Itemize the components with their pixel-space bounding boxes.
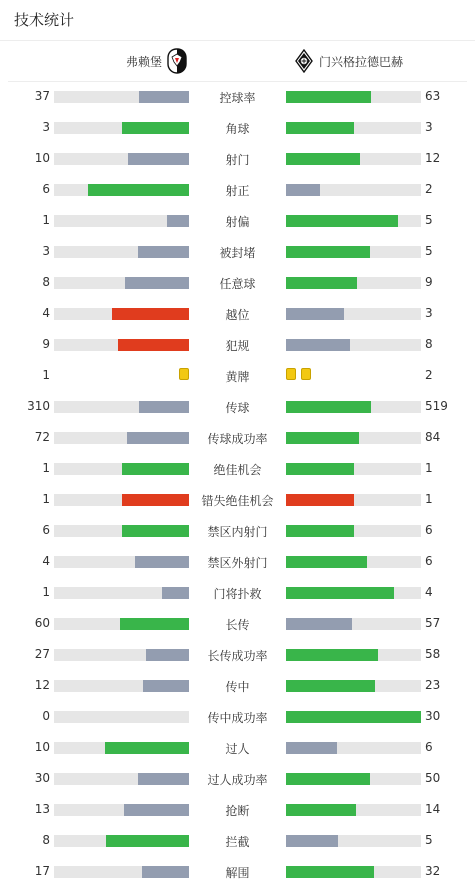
home-stat-bar-track <box>54 401 189 413</box>
away-stat-bar <box>286 339 350 351</box>
away-stat-bar <box>286 494 354 506</box>
stat-label: 传球 <box>225 401 250 415</box>
away-team-logo-icon <box>294 49 314 73</box>
away-stat-value: 9 <box>425 275 433 289</box>
away-stat-bar-track <box>286 587 421 599</box>
away-stat-value: 50 <box>425 771 441 785</box>
stat-label: 长传成功率 <box>207 649 268 663</box>
home-stat-bar-track <box>54 742 189 754</box>
away-stat-value: 8 <box>425 337 433 351</box>
away-stat-bar <box>286 153 360 165</box>
away-stat-bar <box>286 649 378 661</box>
page-title: 技术统计 <box>14 11 75 29</box>
away-stat-value: 3 <box>425 306 433 320</box>
stat-row <box>0 112 475 143</box>
home-stat-value: 310 <box>27 399 50 413</box>
home-stat-bar-track <box>54 215 189 227</box>
home-stat-bar-track <box>54 835 189 847</box>
away-stat-value: 519 <box>425 399 448 413</box>
away-stat-bar-track <box>286 184 421 196</box>
away-stat-value: 6 <box>425 554 433 568</box>
home-stat-value: 6 <box>42 523 50 537</box>
stat-row <box>0 701 475 732</box>
home-stat-value: 3 <box>42 244 50 258</box>
away-stat-bar <box>286 91 371 103</box>
away-team-name: 门兴格拉德巴赫 <box>319 55 404 69</box>
yellow-card-icon <box>301 368 311 380</box>
home-stat-bar-track <box>54 432 189 444</box>
home-stat-bar-track <box>54 587 189 599</box>
home-stat-bar-track <box>54 804 189 816</box>
stat-label: 任意球 <box>219 277 256 291</box>
home-stat-bar <box>128 153 189 165</box>
away-stat-bar <box>286 215 398 227</box>
stat-row <box>0 143 475 174</box>
home-stat-value: 37 <box>34 89 50 103</box>
away-stat-bar-track <box>286 246 421 258</box>
home-stat-value: 10 <box>34 151 50 165</box>
home-stat-value: 8 <box>42 833 50 847</box>
away-stat-bar <box>286 618 352 630</box>
home-stat-bar-track <box>54 246 189 258</box>
away-stat-bar <box>286 463 354 475</box>
stat-row <box>0 546 475 577</box>
away-stat-value: 57 <box>425 616 441 630</box>
away-stat-bar-track <box>286 742 421 754</box>
stat-label: 抢断 <box>225 804 250 818</box>
away-stat-bar <box>286 308 344 320</box>
stat-label: 传中成功率 <box>207 711 268 725</box>
stat-label: 错失绝佳机会 <box>201 494 274 508</box>
home-stat-value: 1 <box>42 213 50 227</box>
title-divider <box>0 40 475 41</box>
away-stat-bar <box>286 866 374 878</box>
home-stat-bar <box>127 432 189 444</box>
home-stat-bar-track <box>54 277 189 289</box>
away-stat-value: 2 <box>425 182 433 196</box>
stat-label: 越位 <box>225 308 250 322</box>
stat-row <box>0 391 475 422</box>
stat-label: 过人成功率 <box>207 773 268 787</box>
away-stat-value: 5 <box>425 833 433 847</box>
home-stat-bar <box>138 773 189 785</box>
stat-row <box>0 298 475 329</box>
home-stat-bar <box>143 680 189 692</box>
away-stat-value: 30 <box>425 709 441 723</box>
away-stat-bar-track <box>286 91 421 103</box>
home-stat-bar-track <box>54 494 189 506</box>
stat-row <box>0 577 475 608</box>
home-stat-value: 1 <box>42 461 50 475</box>
away-stat-bar <box>286 556 367 568</box>
home-stat-bar <box>125 277 189 289</box>
away-stat-value: 5 <box>425 244 433 258</box>
stat-label: 解围 <box>225 866 250 880</box>
home-stat-bar <box>120 618 189 630</box>
away-stat-value: 4 <box>425 585 433 599</box>
stat-label: 射偏 <box>225 215 250 229</box>
home-stat-value: 13 <box>34 802 50 816</box>
away-stat-bar-track <box>286 494 421 506</box>
stat-row <box>0 422 475 453</box>
home-stat-bar <box>112 308 189 320</box>
away-stat-bar-track <box>286 618 421 630</box>
stat-row <box>0 763 475 794</box>
stat-row <box>0 484 475 515</box>
home-stat-bar <box>122 122 190 134</box>
home-stat-bar-track <box>54 866 189 878</box>
stat-row <box>0 515 475 546</box>
home-stat-value: 10 <box>34 740 50 754</box>
away-stat-bar <box>286 835 338 847</box>
home-stat-bar <box>105 742 189 754</box>
home-stat-bar-track <box>54 680 189 692</box>
stat-row <box>0 856 475 887</box>
stat-row <box>0 608 475 639</box>
home-stat-value: 27 <box>34 647 50 661</box>
stat-label: 角球 <box>225 122 250 136</box>
stat-label: 被封堵 <box>219 246 256 260</box>
stat-label: 传球成功率 <box>207 432 268 446</box>
away-stat-value: 14 <box>425 802 441 816</box>
stat-row <box>0 732 475 763</box>
home-stat-value: 1 <box>42 585 50 599</box>
away-stat-value: 2 <box>425 368 433 382</box>
away-stat-value: 1 <box>425 492 433 506</box>
stat-row <box>0 360 475 391</box>
stat-label: 黄牌 <box>225 370 250 384</box>
home-stat-value: 72 <box>34 430 50 444</box>
home-stat-bar <box>88 184 189 196</box>
home-stat-value: 9 <box>42 337 50 351</box>
stat-label: 拦截 <box>225 835 250 849</box>
stat-row <box>0 453 475 484</box>
stats-list <box>0 81 475 887</box>
home-stat-bar-track <box>54 339 189 351</box>
home-team-name: 弗赖堡 <box>125 55 162 69</box>
home-stat-bar <box>106 835 189 847</box>
away-yellow-cards <box>286 368 316 382</box>
home-stat-bar <box>135 556 189 568</box>
home-stat-bar-track <box>54 649 189 661</box>
stat-row <box>0 639 475 670</box>
away-stat-bar <box>286 122 354 134</box>
away-stat-bar-track <box>286 680 421 692</box>
home-stat-value: 30 <box>34 771 50 785</box>
away-stat-bar-track <box>286 122 421 134</box>
yellow-card-icon <box>286 368 296 380</box>
home-stat-bar-track <box>54 184 189 196</box>
stat-label: 控球率 <box>219 91 256 105</box>
away-stat-bar-track <box>286 401 421 413</box>
home-stat-bar <box>122 525 190 537</box>
home-stat-bar <box>124 804 189 816</box>
home-stat-value: 60 <box>34 616 50 630</box>
away-stat-value: 3 <box>425 120 433 134</box>
stat-row <box>0 794 475 825</box>
home-stat-value: 12 <box>34 678 50 692</box>
home-stat-bar <box>139 401 189 413</box>
away-stat-value: 63 <box>425 89 441 103</box>
home-stat-value: 4 <box>42 306 50 320</box>
home-stat-value: 4 <box>42 554 50 568</box>
away-stat-bar-track <box>286 866 421 878</box>
away-stat-bar-track <box>286 525 421 537</box>
stat-label: 长传 <box>225 618 250 632</box>
away-stat-bar <box>286 711 421 723</box>
away-stat-bar-track <box>286 339 421 351</box>
away-stat-value: 32 <box>425 864 441 878</box>
stat-row <box>0 236 475 267</box>
away-stat-value: 5 <box>425 213 433 227</box>
away-stat-bar-track <box>286 773 421 785</box>
away-stat-bar-track <box>286 153 421 165</box>
home-stat-bar <box>118 339 189 351</box>
home-stat-bar <box>146 649 189 661</box>
stat-row <box>0 174 475 205</box>
home-stat-bar <box>122 494 190 506</box>
home-stat-bar-track <box>54 308 189 320</box>
home-stat-bar <box>122 463 190 475</box>
away-stat-bar-track <box>286 463 421 475</box>
home-stat-value: 8 <box>42 275 50 289</box>
away-stat-bar <box>286 246 370 258</box>
stat-label: 过人 <box>225 742 250 756</box>
home-stat-bar-track <box>54 711 189 723</box>
home-stat-bar <box>142 866 189 878</box>
home-stat-bar <box>167 215 190 227</box>
home-stat-value: 0 <box>42 709 50 723</box>
away-stat-bar-track <box>286 308 421 320</box>
away-stat-bar <box>286 742 337 754</box>
away-stat-bar-track <box>286 835 421 847</box>
home-stat-value: 3 <box>42 120 50 134</box>
away-stat-bar <box>286 432 359 444</box>
stat-label: 禁区外射门 <box>207 556 268 570</box>
away-stat-bar <box>286 587 394 599</box>
away-stat-bar-track <box>286 277 421 289</box>
away-stat-value: 23 <box>425 678 441 692</box>
home-stat-bar-track <box>54 153 189 165</box>
away-stat-bar-track <box>286 432 421 444</box>
stat-row <box>0 329 475 360</box>
stat-label: 禁区内射门 <box>207 525 268 539</box>
away-stat-value: 12 <box>425 151 441 165</box>
home-stat-bar-track <box>54 525 189 537</box>
away-stat-bar-track <box>286 215 421 227</box>
away-stat-bar <box>286 680 375 692</box>
home-stat-value: 17 <box>34 864 50 878</box>
stat-label: 犯规 <box>225 339 250 353</box>
away-stat-bar <box>286 184 320 196</box>
away-stat-value: 84 <box>425 430 441 444</box>
away-stat-bar <box>286 525 354 537</box>
home-stat-value: 1 <box>42 492 50 506</box>
home-stat-bar-track <box>54 122 189 134</box>
stat-row <box>0 205 475 236</box>
home-stat-bar-track <box>54 618 189 630</box>
stat-label: 门将扑救 <box>213 587 262 601</box>
stat-label: 射门 <box>225 153 250 167</box>
home-stat-bar <box>139 91 189 103</box>
teams-header <box>0 44 475 80</box>
stat-row <box>0 825 475 856</box>
home-yellow-cards <box>174 368 189 382</box>
home-stat-bar <box>138 246 189 258</box>
stat-row <box>0 267 475 298</box>
home-stat-value: 1 <box>42 368 50 382</box>
away-stat-bar-track <box>286 804 421 816</box>
away-stat-bar <box>286 277 357 289</box>
yellow-card-icon <box>179 368 189 380</box>
home-stat-bar <box>162 587 189 599</box>
home-stat-value: 6 <box>42 182 50 196</box>
away-stat-bar <box>286 804 356 816</box>
away-stat-value: 6 <box>425 523 433 537</box>
stat-label: 绝佳机会 <box>213 463 262 477</box>
away-stat-bar-track <box>286 556 421 568</box>
stat-row <box>0 81 475 112</box>
stat-label: 传中 <box>225 680 250 694</box>
away-stat-value: 6 <box>425 740 433 754</box>
away-stat-bar-track <box>286 649 421 661</box>
away-stat-bar <box>286 773 370 785</box>
away-stat-value: 58 <box>425 647 441 661</box>
home-stat-bar-track <box>54 91 189 103</box>
home-stat-bar-track <box>54 556 189 568</box>
home-stat-bar-track <box>54 773 189 785</box>
stat-label: 射正 <box>225 184 250 198</box>
stat-row <box>0 670 475 701</box>
home-stat-bar-track <box>54 463 189 475</box>
home-team-logo-icon <box>167 48 187 74</box>
away-stat-bar-track <box>286 711 421 723</box>
away-stat-value: 1 <box>425 461 433 475</box>
away-stat-bar <box>286 401 371 413</box>
